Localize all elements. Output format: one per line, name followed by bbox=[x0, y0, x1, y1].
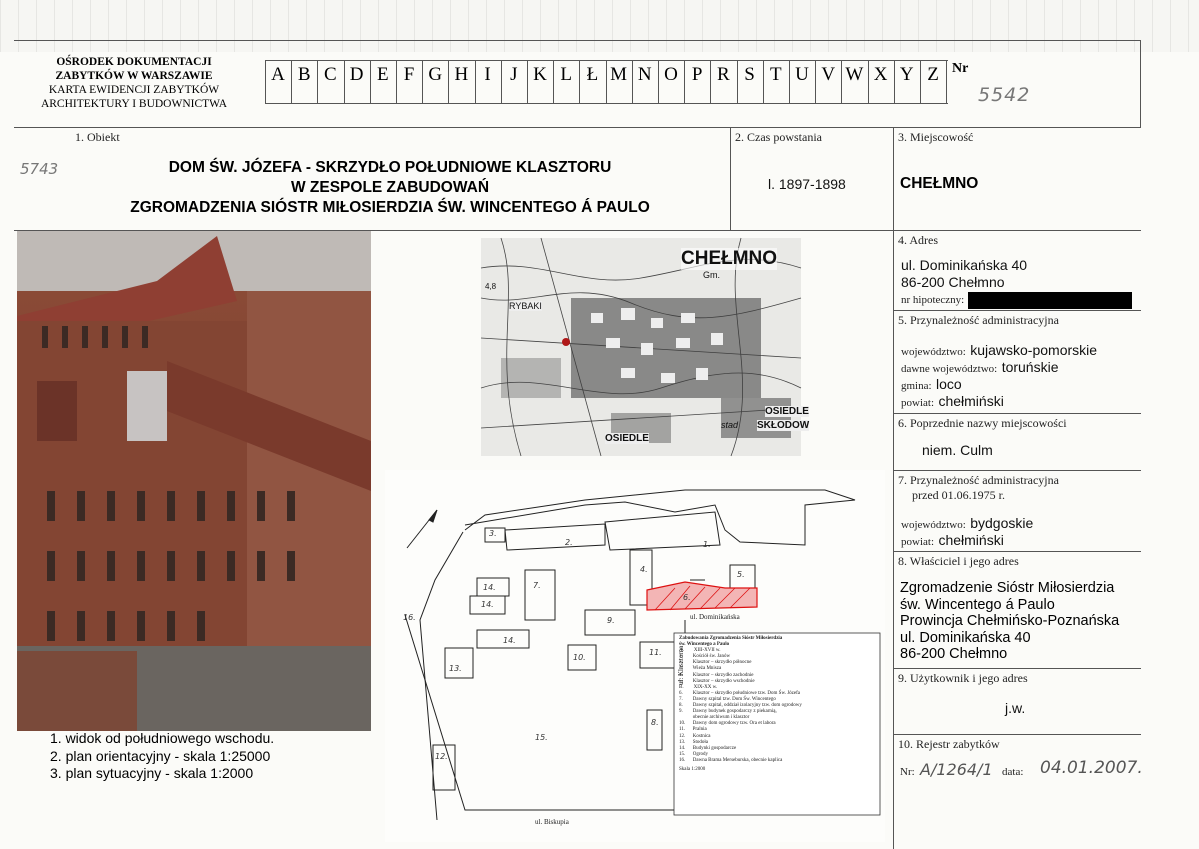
map-city-label: CHEŁMNO bbox=[681, 248, 778, 269]
legend-line: 10. Dawny dom ogrodowy tzw. Ora et labora bbox=[679, 721, 776, 727]
object-name-line2: W ZESPOLE ZABUDOWAŃ bbox=[290, 179, 490, 196]
przynaleznosc-1975-label: 7. Przynależność administracyjna bbox=[898, 473, 1059, 487]
legend-line: A. XIII-XVII w. bbox=[679, 648, 721, 654]
building-number: 14. bbox=[481, 600, 494, 609]
rejestr-nr-value: A/1264/1 bbox=[920, 760, 993, 779]
building-photo-drawing bbox=[17, 231, 371, 731]
adres-line2: 86-200 Chełmno bbox=[901, 274, 1005, 290]
col-divider-czas bbox=[730, 127, 731, 230]
redaction-bar bbox=[968, 292, 1132, 309]
street-dominikanska: ul. Dominikańska bbox=[690, 613, 740, 621]
legend-line: 5. Klasztor – skrzydło wschodnie bbox=[679, 678, 755, 684]
category-letter: O bbox=[664, 64, 678, 85]
category-letter: G bbox=[428, 64, 443, 85]
legend-title-2: św. Wincentego a Paulo bbox=[679, 642, 730, 648]
category-letter: M bbox=[610, 64, 628, 85]
powiat-1975-row bbox=[901, 532, 1004, 550]
card-type-1: KARTA EWIDENCJI ZABYTKÓW bbox=[48, 84, 220, 96]
orientation-map bbox=[481, 238, 810, 456]
legend-line: 4. Klasztor – skrzydło zachodnie bbox=[679, 672, 754, 678]
gmina-label: gmina: bbox=[901, 380, 932, 392]
col-divider-right bbox=[893, 127, 894, 849]
legend-title-1: Zabudowania Zgromadzenia Sióstr Miłosierdzia bbox=[679, 636, 783, 641]
wlasciciel-line5: 86-200 Chełmno bbox=[900, 646, 1008, 662]
building-number: 3. bbox=[489, 529, 497, 538]
category-letter: B bbox=[297, 64, 311, 85]
uzytkownik-value: j.w. bbox=[1005, 700, 1026, 716]
photo-captions bbox=[50, 730, 274, 783]
nr-value: 5542 bbox=[978, 84, 1031, 106]
uzytkownik-label: 9. Użytkownik i jego adres bbox=[898, 671, 1028, 685]
building-number: 12. bbox=[435, 752, 448, 761]
side-number: 5743 bbox=[20, 160, 59, 178]
wlasciciel-label: 8. Właściciel i jego adres bbox=[898, 554, 1019, 568]
map-rybaki-label: RYBAKI bbox=[509, 301, 542, 311]
map-osiedle-label: OSIEDLE bbox=[765, 406, 809, 417]
map-stad-label: stad bbox=[721, 420, 739, 430]
rejestr-data-value: 04.01.2007. bbox=[1040, 758, 1143, 778]
wojewodztwo-1975-value: bydgoskie bbox=[970, 515, 1034, 531]
category-letter: D bbox=[349, 64, 364, 85]
plan-legend bbox=[679, 636, 879, 773]
category-letter: N bbox=[637, 64, 652, 85]
binding-strip bbox=[0, 0, 1199, 52]
dawne-label: dawne województwo: bbox=[901, 363, 998, 375]
building-number: 16. bbox=[403, 613, 416, 622]
orientation-map-drawing bbox=[481, 238, 801, 456]
category-letter: R bbox=[717, 64, 730, 85]
legend-line: 14. Budynki gospodarcze bbox=[679, 745, 737, 751]
wlasciciel-line1: Zgromadzenie Sióstr Miłosierdzia bbox=[900, 580, 1115, 596]
institution-name-1: OŚRODEK DOKUMENTACJI bbox=[56, 56, 212, 68]
gmina-row bbox=[901, 376, 962, 394]
wojewodztwo-1975-label: województwo: bbox=[901, 519, 966, 531]
rule-adres bbox=[893, 230, 1141, 231]
przynaleznosc-label: 5. Przynależność administracyjna bbox=[898, 313, 1059, 327]
highlighted-building bbox=[647, 582, 757, 610]
legend-line: 11. Pralnia bbox=[679, 727, 707, 733]
dawne-row bbox=[901, 359, 1059, 377]
header-right-rule bbox=[1140, 40, 1141, 128]
street-biskupia: ul. Biskupia bbox=[535, 818, 569, 826]
building-photo bbox=[17, 231, 371, 731]
legend-line: B. XIX-XX w. bbox=[679, 684, 718, 690]
category-letter: Z bbox=[927, 64, 939, 85]
legend-line: 1. Kościół św. Janów bbox=[679, 654, 731, 660]
map-elevation-label: 4,8 bbox=[485, 282, 497, 291]
building-number: 6. bbox=[683, 593, 691, 602]
przynaleznosc-1975-sublabel: przed 01.06.1975 r. bbox=[912, 488, 1005, 502]
wojewodztwo-row bbox=[901, 342, 1097, 360]
caption-2: 2. plan orientacyjny - skala 1:25000 bbox=[50, 747, 271, 764]
building-number: 2. bbox=[565, 538, 573, 547]
building-number: 8. bbox=[651, 718, 659, 727]
building-number: 1. bbox=[703, 540, 711, 549]
header-top-rule bbox=[14, 40, 1141, 41]
object-name-line1: DOM ŚW. JÓZEFA - SKRZYDŁO POŁUDNIOWE KLASZTORU bbox=[168, 159, 612, 176]
rejestr-label: 10. Rejestr zabytków bbox=[898, 737, 1000, 751]
wlasciciel-line2: św. Wincentego á Paulo bbox=[900, 596, 1055, 613]
category-letter: J bbox=[510, 64, 518, 85]
poprzednie-value: niem. Culm bbox=[922, 442, 993, 458]
map-gm-label: Gm. bbox=[703, 270, 720, 280]
wlasciciel-address bbox=[900, 580, 1119, 663]
object-name bbox=[80, 158, 700, 218]
gmina-value: loco bbox=[936, 376, 962, 392]
legend-line: 2. Klasztor – skrzydło północne bbox=[679, 660, 752, 666]
miejscowosc-value: CHEŁMNO bbox=[900, 175, 979, 192]
adres-line1: ul. Dominikańska 40 bbox=[901, 257, 1028, 273]
object-name-line3: ZGROMADZENIA SIÓSTR MIŁOSIERDZIA ŚW. WINCENTEGO Á PAULO bbox=[130, 199, 650, 216]
legend-line: 12. Kostnica bbox=[679, 733, 711, 739]
building-number: 4. bbox=[640, 565, 648, 574]
wojewodztwo-label: województwo: bbox=[901, 346, 966, 358]
legend-line: 9. Dawny budynek gospodarczy z piekarnią, bbox=[679, 709, 777, 715]
building-number: 10. bbox=[573, 653, 586, 662]
caption-3: 3. plan sytuacyjny - skala 1:2000 bbox=[50, 765, 254, 781]
powiat-row bbox=[901, 393, 1004, 411]
legend-line: 8. Dawny szpital, oddział izolacyjny tzw. dom ogrodowy bbox=[679, 703, 802, 709]
category-letter: V bbox=[821, 64, 836, 85]
rejestr-nr-label: Nr: bbox=[900, 766, 915, 778]
rule-wlasciciel bbox=[893, 551, 1141, 552]
poprzednie-label: 6. Poprzednie nazwy miejscowości bbox=[898, 416, 1067, 430]
wojewodztwo-value: kujawsko-pomorskie bbox=[970, 342, 1098, 358]
category-letter: K bbox=[533, 64, 547, 85]
letter-divider bbox=[946, 60, 947, 104]
czas-value: l. 1897-1898 bbox=[768, 176, 846, 192]
category-letter: P bbox=[691, 64, 703, 85]
building-number: 14. bbox=[503, 636, 516, 645]
legend-line: obecnie archiwum i klasztor bbox=[679, 715, 750, 721]
rule-uzytkownik bbox=[893, 668, 1141, 669]
category-letter: T bbox=[769, 64, 782, 85]
legend-line: 7. Dawny szpital tzw. Dom Św. Wincentego bbox=[679, 696, 776, 702]
obiekt-label: 1. Obiekt bbox=[75, 130, 120, 144]
institution-block bbox=[20, 55, 248, 111]
category-letter: I bbox=[484, 64, 491, 85]
building-number: 14. bbox=[483, 583, 496, 592]
building-number: 13. bbox=[449, 664, 462, 673]
legend-line: 13. Stodoła bbox=[679, 739, 709, 745]
caption-1: 1. widok od południowego wschodu. bbox=[50, 730, 275, 746]
category-letter: X bbox=[873, 64, 888, 85]
rejestr-data-label: data: bbox=[1002, 766, 1024, 778]
card-type-2: ARCHITEKTURY I BUDOWNICTWA bbox=[40, 98, 228, 110]
legend-line: 6. Klasztor – skrzydło południowe tzw. Dom Św. Józefa bbox=[679, 690, 800, 696]
category-letter: U bbox=[795, 64, 809, 85]
rule-przynaleznosc bbox=[893, 310, 1141, 311]
category-letter: A bbox=[271, 64, 285, 85]
hipoteczny-label: nr hipoteczny: bbox=[901, 294, 965, 306]
legend-line: 15. Ogrody bbox=[679, 751, 709, 757]
category-letter: Y bbox=[899, 64, 914, 85]
map-skłodow-label: SKŁODOW bbox=[757, 420, 810, 431]
site-plan bbox=[385, 470, 885, 842]
powiat-1975-label: powiat: bbox=[901, 536, 934, 548]
miejscowosc-label: 3. Miejscowość bbox=[898, 130, 974, 144]
rule-przynaleznosc-1975 bbox=[893, 470, 1141, 471]
category-letter: C bbox=[324, 64, 337, 85]
category-letter: W bbox=[845, 64, 864, 85]
dawne-value: toruńskie bbox=[1001, 359, 1059, 375]
building-number: 9. bbox=[607, 616, 615, 625]
building-number: 5. bbox=[737, 570, 745, 579]
header-bottom-rule bbox=[14, 127, 1141, 128]
wlasciciel-line3: Prowincja Chełmińsko-Poznańska bbox=[900, 613, 1120, 629]
building-number: 11. bbox=[649, 648, 662, 657]
category-letter: Ł bbox=[586, 64, 599, 85]
category-letter: S bbox=[744, 64, 755, 85]
category-letter: L bbox=[560, 64, 572, 85]
category-letter: E bbox=[376, 64, 389, 85]
adres-label: 4. Adres bbox=[898, 233, 938, 247]
czas-label: 2. Czas powstania bbox=[735, 130, 822, 144]
nr-label: Nr bbox=[952, 61, 969, 76]
institution-name-2: ZABYTKÓW W WARSZAWIE bbox=[55, 70, 213, 82]
legend-scale: Skala 1:2000 bbox=[679, 766, 706, 772]
location-marker bbox=[562, 338, 570, 346]
category-letter: H bbox=[454, 64, 469, 85]
map-osiedle2-label: OSIEDLE bbox=[605, 433, 649, 444]
building-number: 7. bbox=[533, 581, 541, 590]
category-letter: F bbox=[403, 64, 415, 85]
legend-line: 16. Dawna Brama Merseburska, obecnie kaplica bbox=[679, 757, 783, 763]
wlasciciel-line4: ul. Dominikańska 40 bbox=[900, 629, 1031, 646]
building-number: 15. bbox=[535, 733, 548, 742]
wojewodztwo-1975-row bbox=[901, 515, 1033, 533]
powiat-label: powiat: bbox=[901, 397, 934, 409]
rule-poprzednie bbox=[893, 413, 1141, 414]
rule-rejestr bbox=[893, 734, 1141, 735]
powiat-1975-value: chełmiński bbox=[938, 532, 1004, 548]
legend-line: 3. Wieża Mnisza bbox=[679, 666, 722, 672]
street-klasztorna: ul. Klasztorna bbox=[677, 645, 685, 685]
powiat-value: chełmiński bbox=[938, 393, 1004, 409]
